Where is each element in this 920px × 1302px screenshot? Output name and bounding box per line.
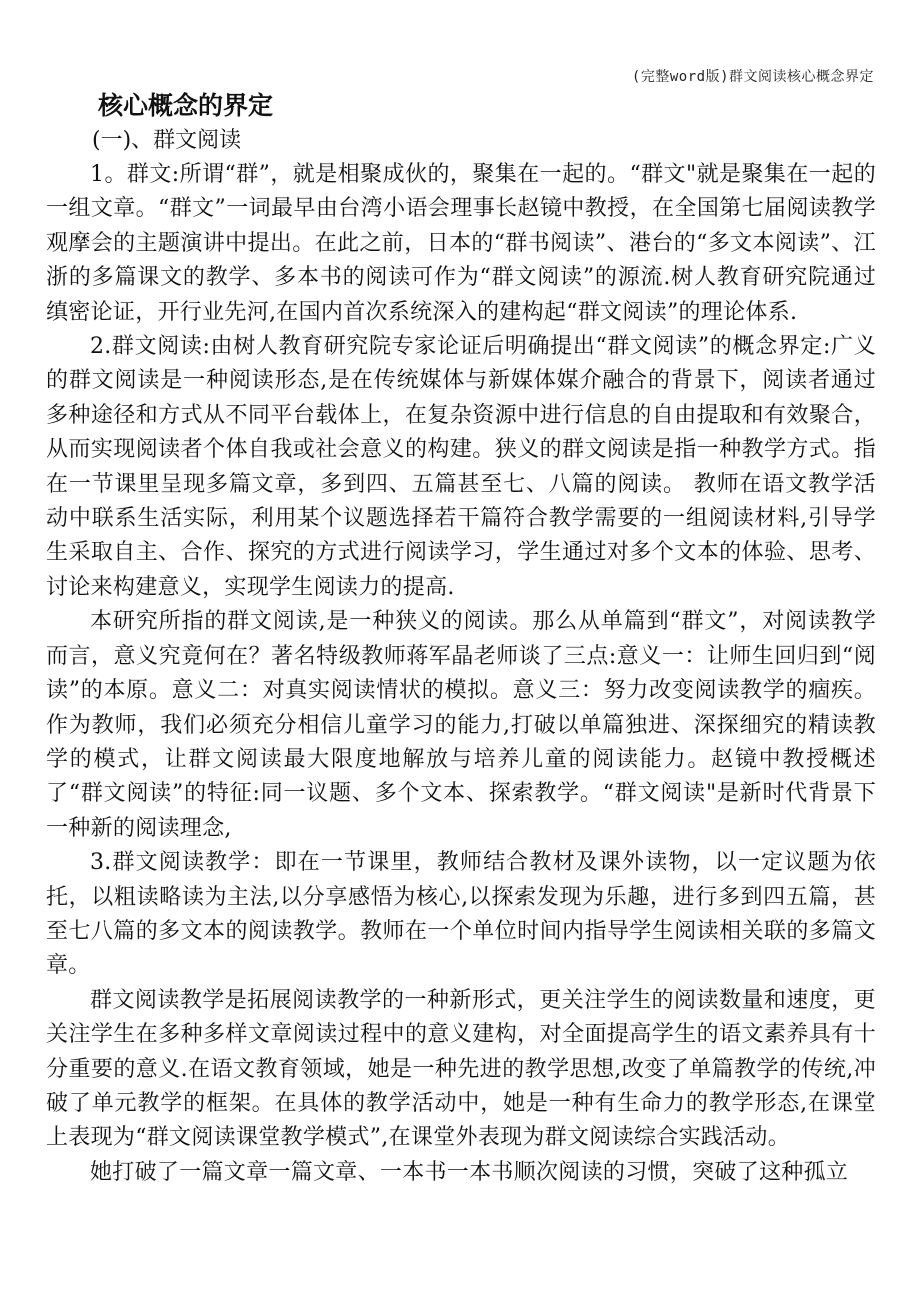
- paragraph-definition-qunwen: 1。群文:所谓“群”，就是相聚成伙的，聚集在一起的。“群文"就是聚集在一起的一组文章。“群文”一词最早由台湾小语会理事长赵镜中教授，在全国第七届阅读教学观摩会的主题演讲中提出。在此之前，日本的“群书阅读”、港台的“多文本阅读”、江浙的多篇课文的教学、多本书的阅读可作为“群文阅读”的源流.树人教育研究院通过缜密论证，开行业先河,在国内首次系统深入的建构起“群文阅读”的理论体系.: [46, 162, 876, 325]
- paragraph-breaking-habits: 她打破了一篇文章一篇文章、一本书一本书顺次阅读的习惯，突破了这种孤立: [90, 1159, 849, 1185]
- section-heading: (一)、群文阅读: [92, 128, 242, 153]
- paragraph-teaching-significance: 群文阅读教学是拓展阅读教学的一种新形式，更关注学生的阅读数量和速度，更关注学生在多种多样文章阅读过程中的意义建构，对全面提高学生的语文素养具有十分重要的意义.在语文教育领域，她是一种先进的教学思想,改变了单篇教学的传统,冲破了单元教学的框架。在具体的教学活动中，她是一种有生命力的教学形态,在课堂上表现为“群文阅读课堂教学模式”,在课堂外表现为群文阅读综合实践活动。: [46, 987, 876, 1151]
- paragraph-research-scope: 本研究所指的群文阅读,是一种狭义的阅读。那么从单篇到“群文”，对阅读教学而言，意义究竟何在？著名特级教师蒋军晶老师谈了三点:意义一：让师生回归到“阅读”的本原。意义二：对真实阅读情状的模拟。意义三：努力改变阅读教学的痼疾。作为教师，我们必须充分相信儿童学习的能力,打破以单篇独进、深探细究的精读教学的模式，让群文阅读最大限度地解放与培养儿童的阅读能力。赵镜中教授概述了“群文阅读”的特征:同一议题、多个文本、探索教学。“群文阅读"是新时代背景下一种新的阅读理念,: [46, 609, 876, 841]
- running-header: (完整word版)群文阅读核心概念界定: [631, 69, 874, 85]
- paragraph-definition-qunwen-reading: 2.群文阅读:由树人教育研究院专家论证后明确提出“群文阅读”的概念界定:广义的群文阅读是一种阅读形态,是在传统媒体与新媒体媒介融合的背景下，阅读者通过多种途径和方式从不同平台载体上，在复杂资源中进行信息的自由提取和有效聚合，从而实现阅读者个体自我或社会意义的构建。狭义的群文阅读是指一种教学方式。指在一节课里呈现多篇文章，多到四、五篇甚至七、八篇的阅读。 教师在语文教学活动中联系生活实际，利用某个议题选择若干篇符合教学需要的一组阅读材料,引导学生采取自主、合作、探究的方式进行阅读学习，学生通过对多个文本的体验、思考、讨论来构建意义，实现学生阅读力的提高.: [46, 334, 876, 600]
- paragraph-definition-teaching: 3.群文阅读教学：即在一节课里，教师结合教材及课外读物，以一定议题为依托，以粗读略读为主法,以分享感悟为核心,以探索发现为乐趣，进行多到四五篇，甚至七八篇的多文本的阅读教学。教师在一个单位时间内指导学生阅读相关联的多篇文章。: [46, 850, 876, 979]
- document-body: [46, 88, 876, 1190]
- document-title: 核心概念的界定: [98, 91, 274, 120]
